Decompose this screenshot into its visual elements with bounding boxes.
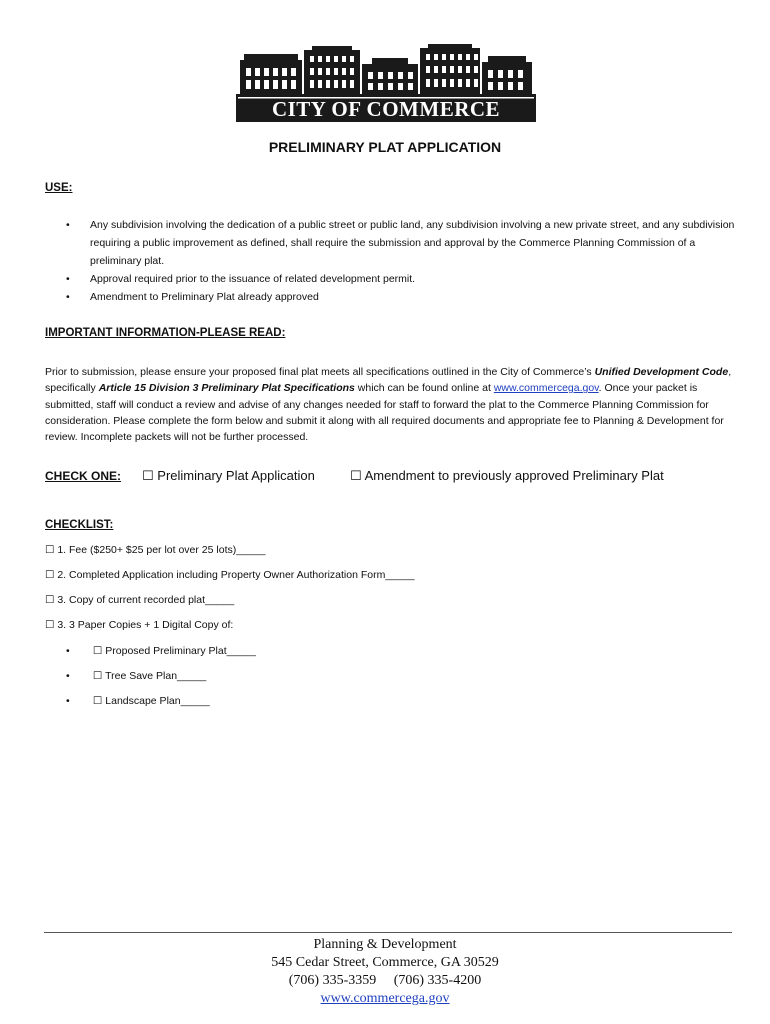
option-amendment[interactable]: ☐ Amendment to previously approved Preliminary Plat: [350, 468, 664, 484]
option-preliminary-plat[interactable]: ☐ Preliminary Plat Application: [142, 468, 315, 484]
checklist-heading: CHECKLIST:: [45, 519, 114, 531]
checklist-subitem-preliminary-plat[interactable]: • ☐ Proposed Preliminary Plat_____: [66, 645, 256, 657]
bullet-icon: •: [66, 695, 70, 707]
important-info-heading: IMPORTANT INFORMATION-PLEASE READ:: [45, 327, 286, 339]
checklist-item-application[interactable]: ☐ 2. Completed Application including Property Owner Authorization Form_____: [45, 569, 415, 581]
checkbox-icon[interactable]: ☐: [45, 594, 55, 606]
checkbox-icon[interactable]: ☐: [92, 645, 103, 657]
list-item: • Amendment to Preliminary Plat already approved: [66, 288, 736, 306]
footer-address: 545 Cedar Street, Commerce, GA 30529: [271, 955, 499, 970]
check-one-label: CHECK ONE:: [45, 469, 122, 483]
bullet-icon: •: [66, 219, 70, 231]
checkbox-icon[interactable]: ☐: [92, 695, 103, 707]
checkbox-icon[interactable]: ☐: [45, 544, 55, 556]
article-reference: Article 15 Division 3 Preliminary Plat Specifications: [98, 382, 355, 395]
footer: [0, 936, 770, 1008]
page-title: PRELIMINARY PLAT APPLICATION: [268, 139, 502, 155]
bullet-icon: •: [66, 291, 70, 303]
use-bullet-list: [66, 216, 736, 306]
checkbox-icon[interactable]: ☐: [350, 469, 362, 484]
use-heading: USE:: [45, 182, 73, 194]
checklist-subitem-landscape-plan[interactable]: • ☐ Landscape Plan_____: [66, 695, 210, 707]
checkbox-icon[interactable]: ☐: [45, 569, 55, 581]
checklist-item-recorded-plat[interactable]: ☐ 3. Copy of current recorded plat_____: [45, 594, 235, 606]
checklist-item-copies[interactable]: ☐ 3. 3 Paper Copies + 1 Digital Copy of:: [45, 619, 234, 631]
checklist-item-fee[interactable]: ☐ 1. Fee ($250+ $25 per lot over 25 lots)_____: [45, 544, 266, 556]
list-item: • Any subdivision involving the dedication of a public street or public land, any subdivision involving a new private street, and any subdivision requiring a public improvement as defined, shall require the submission and approval by the Commerce Planning Commission of a preliminary plat.: [66, 216, 736, 270]
checklist-subitem-tree-save-plan[interactable]: • ☐ Tree Save Plan_____: [66, 670, 207, 682]
footer-phones: (706) 335-3359 (706) 335-4200: [288, 973, 482, 988]
bullet-icon: •: [66, 273, 70, 285]
bullet-icon: •: [66, 645, 70, 657]
important-info-paragraph: Prior to submission, please ensure your proposed final plat meets all specifications outlined in the City of Commerce’s Unified Development Code, specifically Article 15 Division 3 Preliminary Plat Specifications which can be found online at www.commercega.gov. Once your packet is submitted, staff will conduct a review and advise of any changes needed for staff to forward the plat to the Commerce Planning Commission for consideration. Please complete the form below and submit it along with all required documents and appropriate fee to Planning & Development for review. Incomplete packets will not be further processed.: [45, 366, 732, 444]
footer-divider: [44, 932, 732, 933]
list-item: • Approval required prior to the issuance of related development permit.: [66, 270, 736, 288]
checkbox-icon[interactable]: ☐: [92, 670, 103, 682]
city-of-commerce-logo: [236, 44, 536, 122]
footer-department: Planning & Development: [313, 937, 457, 952]
website-link[interactable]: www.commercega.gov: [493, 382, 599, 395]
footer-website-link[interactable]: www.commercega.gov: [320, 991, 450, 1006]
udc-reference: Unified Development Code: [594, 366, 729, 378]
bullet-icon: •: [66, 670, 70, 682]
checkbox-icon[interactable]: ☐: [142, 469, 154, 484]
checkbox-icon[interactable]: ☐: [45, 619, 55, 631]
svg-text:CITY OF COMMERCE: CITY OF COMMERCE: [271, 97, 501, 121]
